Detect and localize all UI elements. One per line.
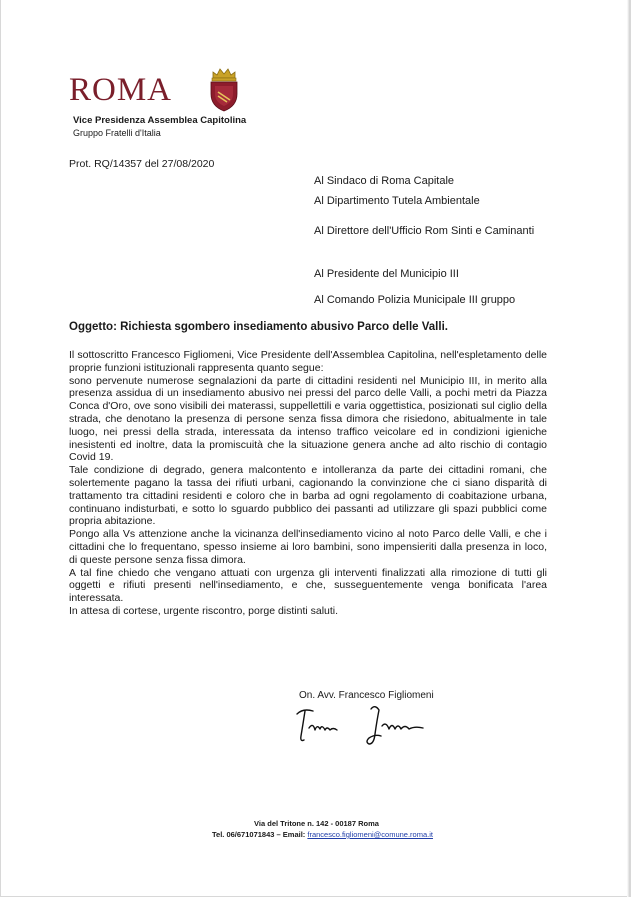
signer-name: On. Avv. Francesco Figliomeni [299,690,434,701]
letter-body [69,349,547,618]
body-paragraph: Pongo alla Vs attenzione anche la vicinanza dell'insediamento vicino al noto Parco delle Valli, e che i cittadini che lo frequentano, spesso insieme ai loro bambini, sono impensieriti dalla presenza in loco, di queste persone senza fissa dimora. [69,528,547,566]
recipient-environment-department: Al Dipartimento Tutela Ambientale [314,195,480,207]
body-paragraph: A tal fine chiedo che vengano attuati con urgenza gli interventi finalizzati alla rimozione di tutti gli oggetti e rifiuti presenti nell'insediamento, e che, susseguentemente venga bonificata l'area interessata. [69,566,547,605]
body-paragraph: sono pervenute numerose segnalazioni da parte di cittadini residenti nel Municipio III, in merito alla presenza assidua di un insediamento abusivo nei pressi del parco delle Valli, a pochi metri da Piazza Conca d'Oro, ove sono visibili dei materassi, suppellettili e varia oggettistica, posizionati sul ciglio della strada, che denotano la presenza di persone senza fissa dimora che risiedono, abitualmente in tale luogo, nei pressi della strada, interessata da intenso traffico veicolare ed in condizioni igieniche inesistenti ed inoltre, data la promiscuità che la situazione genera anche ad alto rischio di contagio Covid 19. [69,374,547,464]
body-paragraph: Il sottoscritto Francesco Figliomeni, Vice Presidente dell'Assemblea Capitolina, nell'espletamento delle proprie funzioni istituzionali rappresenta quanto segue: [69,349,547,374]
letter-footer [1,818,631,840]
footer-contact-line [13,829,631,840]
recipient-municipal-police: Al Comando Polizia Municipale III gruppo [314,294,516,306]
roma-logo-text: ROMA [69,72,173,108]
recipient-mayor: Al Sindaco di Roma Capitale [314,175,455,187]
recipient-rom-office-director: Al Direttore dell'Ufficio Rom Sinti e Caminanti [314,225,535,237]
body-paragraph: In attesa di cortese, urgente riscontro, porge distinti saluti. [69,604,339,617]
handwritten-signature [289,700,439,750]
letter-subject: Oggetto: Richiesta sgombero insediamento abusivo Parco delle Valli. [69,321,448,333]
footer-email-link[interactable]: francesco.figliomeni@comune.roma.it [307,830,433,839]
page-edge-shadow [627,0,630,897]
footer-phone: Tel. 06/671071843 – Email: [212,830,306,839]
recipient-municipio-president: Al Presidente del Municipio III [314,268,459,280]
body-paragraph: Tale condizione di degrado, genera malcontento e intolleranza da parte dei cittadini romani, che solertemente pagano la tassa dei rifiuti urbani, cagionando la convinzione che ci siano disparità di trattamento tra cittadini residenti e coloro che in barba ad ogni regolamento di coabitazione urbana, continuano indisturbati, e sotto lo sguardo pubblico dei passanti ad utilizzare gli spazi pubblici come propria abitazione. [69,464,547,528]
office-name: Vice Presidenza Assemblea Capitolina [73,115,247,126]
footer-address: Via del Tritone n. 142 - 00187 Roma [254,819,379,828]
roma-crest-icon [207,66,241,112]
party-group: Gruppo Fratelli d'Italia [73,128,161,138]
protocol-number: Prot. RQ/14357 del 27/08/2020 [69,158,215,170]
